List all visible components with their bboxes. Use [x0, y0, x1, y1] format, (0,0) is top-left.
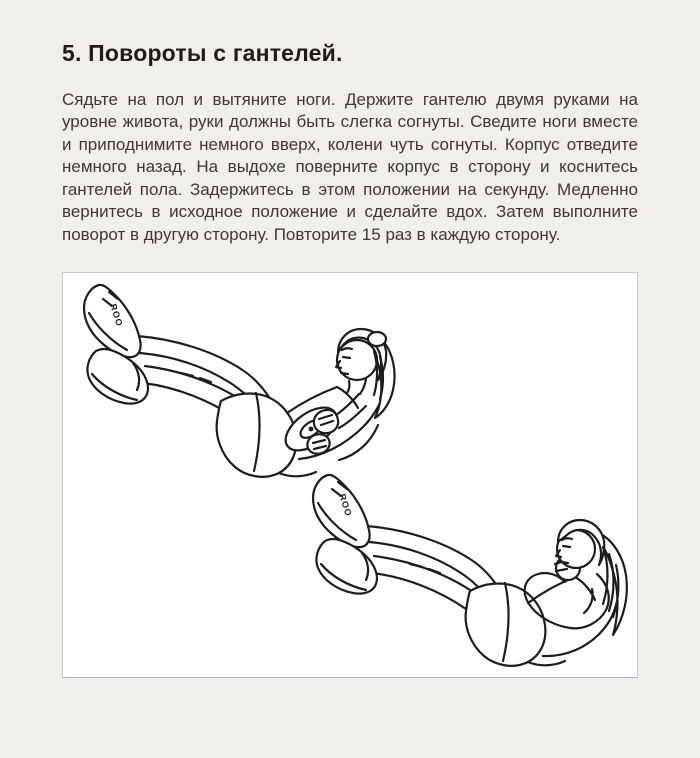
- shoe-brand-label: ROO: [108, 302, 125, 329]
- figure-start-pose: [84, 285, 395, 477]
- figure-twist-pose: [313, 475, 627, 666]
- exercise-illustration-frame: [62, 272, 638, 678]
- figure2-sneakers: [313, 475, 377, 594]
- figure1-sneakers: [84, 285, 148, 404]
- figure1-head: [336, 329, 395, 418]
- article-heading: 5. Повороты с гантелей.: [62, 40, 343, 66]
- exercise-figures-drawing: [63, 273, 637, 677]
- shoe-brand-label: ROO: [337, 492, 354, 519]
- figure1-arms: [307, 394, 378, 460]
- figure2-shorts: [466, 583, 565, 666]
- article-body-text: Сядьте на пол и вытяните ноги. Держите гантелю двумя руками на уровне живота, руки должны быть слегка согнуты. Сведите ноги вместе и приподнимите немного вверх, колени чуть согнуты. Корпус отведите немного назад. На выдохе поверните корпус в сторону и коснитесь гантелей пола. Задержитесь в этом положении на секунду. Медленно вернитесь в исходное положение и сделайте вдох. Затем выполните поворот в другую сторону. Повторите 15 раз в каждую сторону.: [62, 89, 638, 244]
